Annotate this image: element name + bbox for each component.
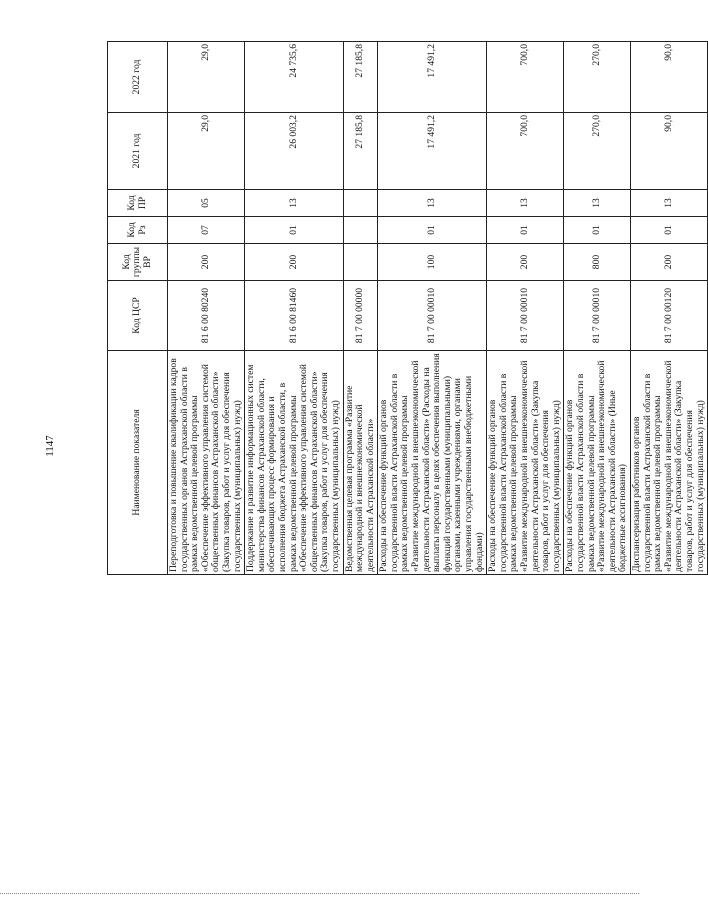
row-csr: 81 7 00 00120 bbox=[630, 281, 707, 351]
row-vr: 200 bbox=[630, 244, 707, 281]
row-2021: 700,0 bbox=[487, 113, 564, 190]
row-name: Расходы на обеспечение функций органов государственной власти Астраханской области в рамках ведомственной целевой программы «Развитие международной и внешнеэкономической деятельности Астраханской области» (Закупка товаров, работ и услуг для обеспечения государственных (муниципальных) нужд) bbox=[487, 351, 564, 575]
row-pr: 13 bbox=[487, 190, 564, 217]
row-2021: 270,0 bbox=[564, 113, 631, 190]
row-pr: 13 bbox=[378, 190, 487, 217]
table-header-row bbox=[108, 42, 168, 575]
row-vr: 800 bbox=[564, 244, 631, 281]
row-2021: 90,0 bbox=[630, 113, 707, 190]
row-csr: 81 6 00 80240 bbox=[168, 281, 245, 351]
row-rz: 01 bbox=[630, 217, 707, 244]
row-2021: 29,0 bbox=[168, 113, 245, 190]
row-pr: 05 bbox=[168, 190, 245, 217]
row-vr bbox=[343, 244, 378, 281]
row-csr: 81 7 00 00010 bbox=[378, 281, 487, 351]
budget-table bbox=[107, 41, 708, 575]
row-csr: 81 7 00 00000 bbox=[343, 281, 378, 351]
row-2022: 27 185,8 bbox=[343, 42, 378, 113]
row-rz: 01 bbox=[564, 217, 631, 244]
row-vr: 200 bbox=[168, 244, 245, 281]
row-vr: 100 bbox=[378, 244, 487, 281]
row-2022: 270,0 bbox=[564, 42, 631, 113]
header-2021: 2021 год bbox=[108, 113, 168, 190]
row-pr: 13 bbox=[630, 190, 707, 217]
row-2021: 26 003,2 bbox=[245, 113, 343, 190]
row-pr: 13 bbox=[245, 190, 343, 217]
row-rz: 01 bbox=[487, 217, 564, 244]
row-name: Расходы на обеспечение функций органов государственной власти Астраханской области в рамках ведомственной целевой программы «Развитие международной и внешнеэкономической деятельности Астраханской области» (Расходы на выплаты персоналу в целях обеспечения выполнения функций государственными (муниципальными) органами, казенными учреждениями, органами управления государственными внебюджетными фондами) bbox=[378, 351, 487, 575]
header-vr: Код группы ВР bbox=[108, 244, 168, 281]
row-rz: 07 bbox=[168, 217, 245, 244]
row-rz: 01 bbox=[378, 217, 487, 244]
row-2021: 27 185,8 bbox=[343, 113, 378, 190]
row-name: Поддержание и развитие информационных систем министерства финансов Астраханской области, обеспечивающих процесс формирования и исполнения бюджета Астраханской области, в рамках ведомственной целевой программы «Обеспечение эффективного управления системой общественных финансов Астраханской области» (Закупка товаров, работ и услуг для обеспечения государственных (муниципальных) нужд) bbox=[245, 351, 343, 575]
row-name: Ведомственная целевая программа «Развитие международной и внешнеэкономической деятельности Астраханской области» bbox=[343, 351, 378, 575]
row-name: Диспансеризация работников органов государственной власти Астраханской области в рамках ведомственной целевой программы «Развитие международной и внешнеэкономической деятельности Астраханской области» (Закупка товаров, работ и услуг для обеспечения государственных (муниципальных) нужд) bbox=[630, 351, 707, 575]
row-2022: 90,0 bbox=[630, 42, 707, 113]
table-row bbox=[168, 42, 245, 575]
row-rz: 01 bbox=[245, 217, 343, 244]
row-rz bbox=[343, 217, 378, 244]
row-name: Расходы на обеспечение функций органов государственной власти Астраханской области в рамках ведомственной целевой программы «Развитие международной и внешнеэкономической деятельности Астраханской области» (Иные бюджетные ассигнования) bbox=[564, 351, 631, 575]
table-row bbox=[245, 42, 343, 575]
row-2021: 17 491,2 bbox=[378, 113, 487, 190]
rotated-table-container bbox=[107, 42, 706, 575]
row-2022: 17 491,2 bbox=[378, 42, 487, 113]
row-csr: 81 7 00 00010 bbox=[487, 281, 564, 351]
row-csr: 81 7 00 00010 bbox=[564, 281, 631, 351]
table-row bbox=[487, 42, 564, 575]
header-csr: Код ЦСР bbox=[108, 281, 168, 351]
table-row bbox=[378, 42, 487, 575]
row-vr: 200 bbox=[245, 244, 343, 281]
row-2022: 24 735,6 bbox=[245, 42, 343, 113]
table-row bbox=[564, 42, 631, 575]
header-rz: Код Рз bbox=[108, 217, 168, 244]
row-pr: 13 bbox=[564, 190, 631, 217]
table-row bbox=[630, 42, 707, 575]
page-number: 1147 bbox=[44, 435, 56, 457]
header-2022: 2022 год bbox=[108, 42, 168, 113]
footer-divider bbox=[0, 893, 639, 894]
table-row bbox=[343, 42, 378, 575]
row-pr bbox=[343, 190, 378, 217]
header-pr: Код ПР bbox=[108, 190, 168, 217]
row-vr: 200 bbox=[487, 244, 564, 281]
row-name: Переподготовка и повышение квалификации кадров государственных органов Астраханской области в рамках ведомственной целевой программы «Обеспечение эффективного управления системой общественных финансов Астраханской области» (Закупка товаров, работ и услуг для обеспечения государственных (муниципальных) нужд) bbox=[168, 351, 245, 575]
row-2022: 29,0 bbox=[168, 42, 245, 113]
row-csr: 81 6 00 81460 bbox=[245, 281, 343, 351]
header-name: Наименование показателя bbox=[108, 351, 168, 575]
row-2022: 700,0 bbox=[487, 42, 564, 113]
